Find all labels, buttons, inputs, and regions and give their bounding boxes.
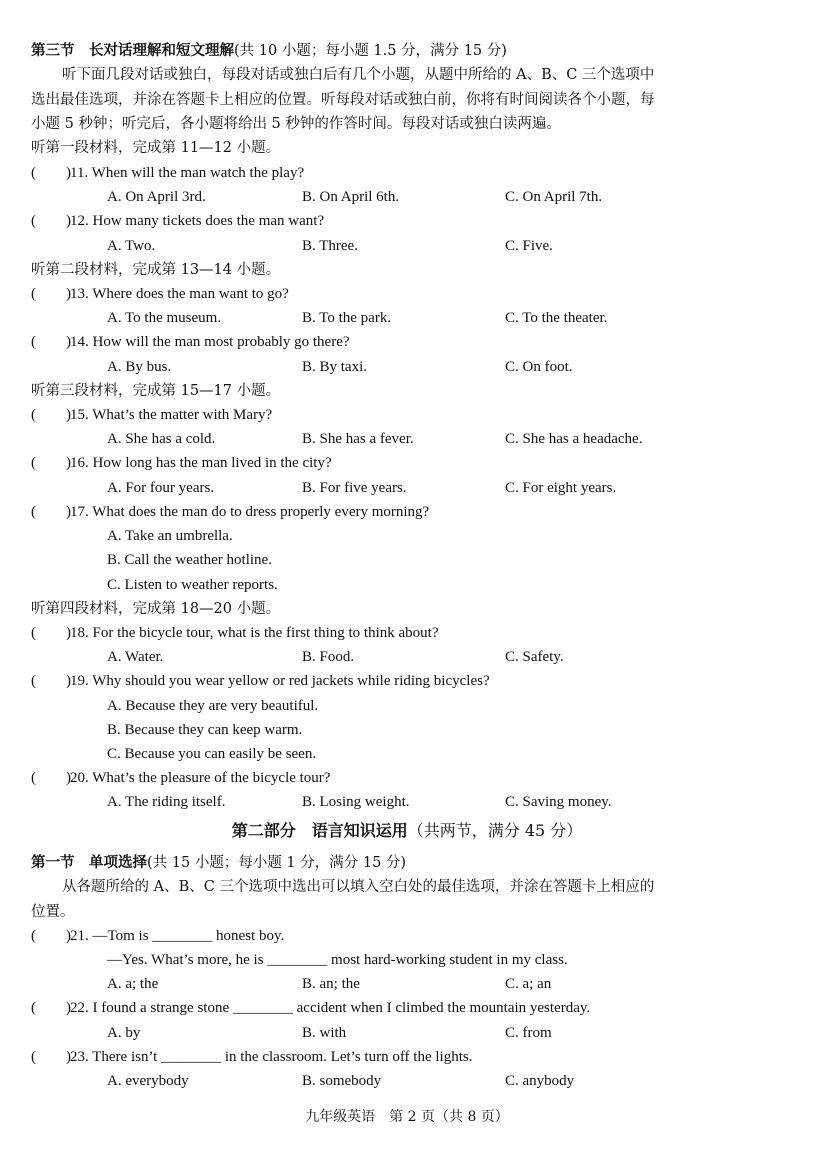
option-b: B. On April 6th. [302,189,400,205]
answer-bracket: ( ) [31,407,71,423]
option-c: C. On foot. [505,359,573,375]
section1-instruction-2: 位置。 [31,904,75,920]
answer-bracket: ( ) [31,334,71,350]
option-b: B. To the park. [302,310,392,326]
section3-instruction-1: 听下面几段对话或独白，每段对话或独白后有几个小题，从题中所给的 A、B、C 三个选项中 [62,67,655,83]
question-stem: 15. What’s the matter with Mary? [70,407,273,423]
option-c: C. On April 7th. [505,189,603,205]
option-b: B. She has a fever. [302,431,414,447]
section3-instruction-3: 小题 5 秒钟；听完后，各小题将给出 5 秒钟的作答时间。每段对话或独白读两遍。 [31,116,561,132]
question-stem: 19. Why should you wear yellow or red jackets while riding bicycles? [70,673,490,689]
question-stem: 13. Where does the man want to go? [70,286,289,302]
option-c: C. Five. [505,238,553,254]
answer-bracket: ( ) [31,455,71,471]
answer-bracket: ( ) [31,770,71,786]
question-stem: 17. What does the man do to dress properly every morning? [70,504,430,520]
option-c: C. For eight years. [505,480,617,496]
question-stem: 23. There isn’t ________ in the classroom. Let’s turn off the lights. [70,1049,473,1065]
answer-bracket: ( ) [31,1049,71,1065]
option-a: A. To the museum. [107,310,222,326]
option-c: C. Because you can easily be seen. [107,746,317,762]
section3-instruction-2: 选出最佳选项，并涂在答题卡上相应的位置。听每段对话或独白前，你将有时间阅读各个小题，每 [31,92,655,108]
option-a: A. On April 3rd. [107,189,206,205]
option-a: A. everybody [107,1073,189,1089]
section1-instruction-1: 从各题所给的 A、B、C 三个选项中选出可以填入空白处的最佳选项，并涂在答题卡上相应的 [62,879,655,895]
section1-title: 第一节 单项选择 [31,855,147,871]
option-c: C. To the theater. [505,310,608,326]
question-stem-continued: —Yes. What’s more, he is ________ most hard-working student in my class. [107,952,568,968]
answer-bracket: ( ) [31,165,71,181]
question-stem: 21. —Tom is ________ honest boy. [70,928,285,944]
option-c: C. Safety. [505,649,564,665]
option-c: C. anybody [505,1073,575,1089]
answer-bracket: ( ) [31,673,71,689]
section1-heading [31,852,406,874]
answer-bracket: ( ) [31,504,71,520]
group-note-3: 听第三段材料，完成第 15—17 小题。 [31,383,281,399]
question-stem: 22. I found a strange stone ________ accident when I climbed the mountain yesterday. [70,1000,591,1016]
section3-heading [31,40,507,62]
option-c: C. from [505,1025,552,1041]
question-stem: 18. For the bicycle tour, what is the first thing to think about? [70,625,439,641]
option-b: B. Food. [302,649,355,665]
page-footer: 九年级英语 第 2 页（共 8 页） [305,1109,509,1125]
section3-note: (共 10 小题；每小题 1.5 分，满分 15 分) [234,43,507,59]
option-a: A. Because they are very beautiful. [107,698,319,714]
option-c: C. a; an [505,976,552,992]
option-b: B. Call the weather hotline. [107,552,272,568]
option-b: B. with [302,1025,347,1041]
part2-title [0,820,814,842]
answer-bracket: ( ) [31,625,71,641]
answer-bracket: ( ) [31,286,71,302]
part2-title-note: （共两节，满分 45 分） [407,821,583,840]
question-stem: 16. How long has the man lived in the city? [70,455,332,471]
section3-title: 第三节 长对话理解和短文理解 [31,43,234,59]
option-b: B. For five years. [302,480,407,496]
option-b: B. somebody [302,1073,382,1089]
question-stem: 12. How many tickets does the man want? [70,213,325,229]
option-c: C. Listen to weather reports. [107,577,278,593]
option-b: B. Because they can keep warm. [107,722,303,738]
option-b: B. Three. [302,238,358,254]
option-b: B. an; the [302,976,360,992]
answer-bracket: ( ) [31,928,71,944]
option-a: A. By bus. [107,359,172,375]
part2-title-text: 第二部分 语言知识运用 [231,821,408,840]
answer-bracket: ( ) [31,1000,71,1016]
group-note-1: 听第一段材料，完成第 11—12 小题。 [31,140,281,156]
option-a: A. She has a cold. [107,431,216,447]
option-a: A. by [107,1025,141,1041]
option-c: C. Saving money. [505,794,612,810]
answer-bracket: ( ) [31,213,71,229]
section1-note: (共 15 小题；每小题 1 分，满分 15 分) [147,855,407,871]
question-stem: 14. How will the man most probably go there? [70,334,350,350]
option-a: A. Take an umbrella. [107,528,233,544]
option-a: A. For four years. [107,480,215,496]
option-c: C. She has a headache. [505,431,643,447]
question-stem: 20. What’s the pleasure of the bicycle tour? [70,770,331,786]
option-a: A. Two. [107,238,156,254]
group-note-4: 听第四段材料，完成第 18—20 小题。 [31,601,281,617]
option-a: A. Water. [107,649,164,665]
option-a: A. The riding itself. [107,794,226,810]
option-b: B. Losing weight. [302,794,410,810]
option-b: B. By taxi. [302,359,368,375]
option-a: A. a; the [107,976,159,992]
group-note-2: 听第二段材料，完成第 13—14 小题。 [31,262,281,278]
question-stem: 11. When will the man watch the play? [70,165,305,181]
